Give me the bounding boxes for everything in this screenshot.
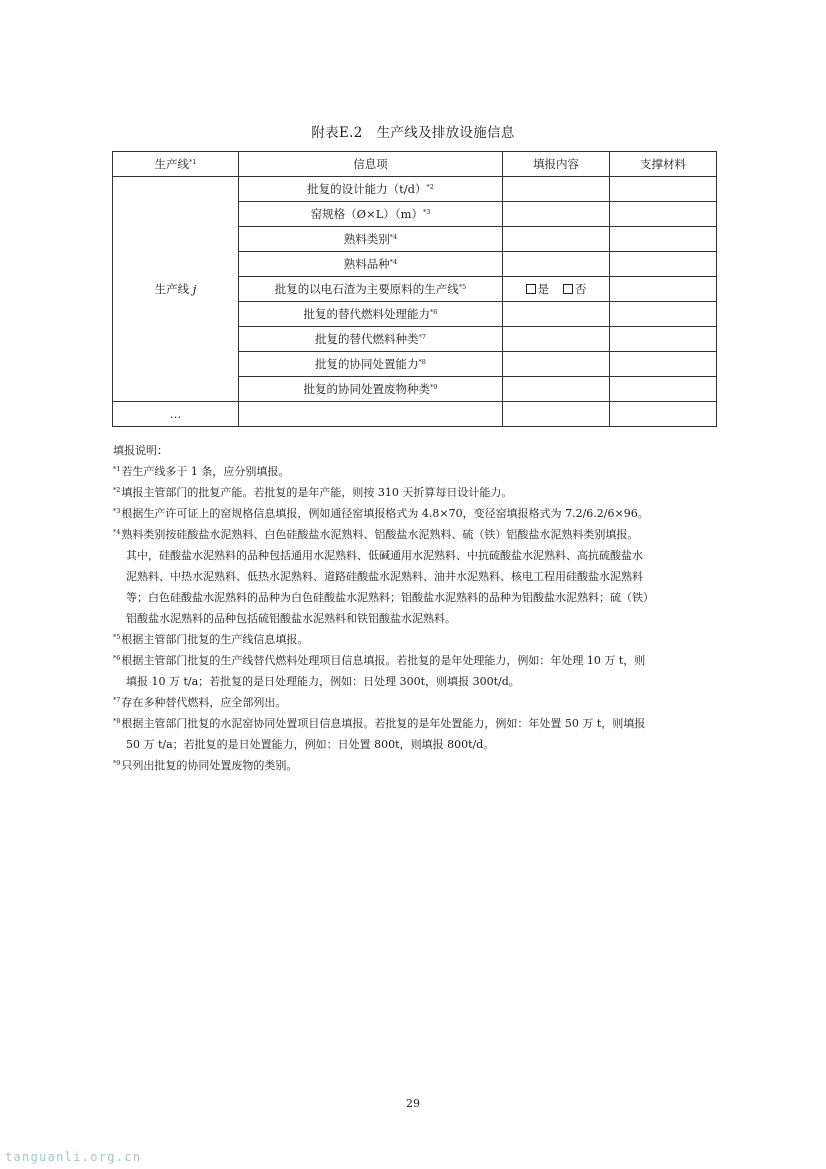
row-label-clinker-category: 熟料类别$^{*4}$ <box>239 227 503 252</box>
fill-cell-co-processing-capacity[interactable] <box>503 352 610 377</box>
production-line-table <box>112 151 717 427</box>
row-label-co-processing-capacity: 批复的协同处置能力$^{*8}$ <box>239 352 503 377</box>
row-label-design-capacity: 批复的设计能力$(t/d)^{*2}$ <box>239 177 503 202</box>
note-line: 泥熟料、中热水泥熟料、低热水泥熟料、道路硅酸盐水泥熟料、油井水泥熟料、核电工程用硅酸盐水泥熟料 <box>126 570 643 583</box>
filling-notes <box>113 440 719 776</box>
material-cell-co-processing-waste-types[interactable] <box>610 377 717 402</box>
note-item <box>113 461 719 482</box>
header-production-line: 生产线$^{*1}$ <box>113 152 239 177</box>
note-line: $^{*2}$填报主管部门的批复产能。若批复的是年产能，则按 310 天折算每日设计能力。 <box>113 486 513 499</box>
note-marker: *5 <box>113 633 121 641</box>
row-label-co-processing-waste-types: 批复的协同处置废物种类$^{*9}$ <box>239 377 503 402</box>
row-label-alt-fuel-capacity: 批复的替代燃料处理能力$^{*6}$ <box>239 302 503 327</box>
header-row <box>113 152 717 177</box>
header-supporting-material: 支撑材料 <box>610 152 717 177</box>
note-marker: *7 <box>113 696 121 704</box>
checkbox-icon <box>526 284 536 294</box>
empty-cell[interactable] <box>239 402 503 427</box>
note-line: $^{*3}$根据生产许可证上的窑规格信息填报，例如通径窑填报格式为 4.8×70，变径窑填报格式为 7.2/6.2/6×96。 <box>113 507 649 520</box>
note-marker: *3 <box>113 507 121 515</box>
empty-cell[interactable] <box>610 402 717 427</box>
note-line: 铝酸盐水泥熟料的品种包括硫铝酸盐水泥熟料和铁铝酸盐水泥熟料。 <box>126 612 456 625</box>
note-line: $^{*1}$若生产线多于 1 条，应分别填报。 <box>113 465 290 478</box>
note-item <box>113 524 719 629</box>
fill-cell-alt-fuel-capacity[interactable] <box>503 302 610 327</box>
material-cell-alt-fuel-capacity[interactable] <box>610 302 717 327</box>
empty-cell[interactable] <box>503 402 610 427</box>
note-list <box>113 461 719 776</box>
watermark: tanguanli.org.cn <box>5 1150 142 1164</box>
notes-heading: 填报说明： <box>113 444 168 457</box>
table-number: 附表E.2 <box>311 125 363 141</box>
note-line: $^{*8}$根据主管部门批复的水泥窑协同处置项目信息填报。若批复的是年处置能力，例如：年处置 50 万 t，则填报 <box>113 717 646 730</box>
production-line-j-cell: 生产线 j <box>113 177 239 402</box>
fill-cell-design-capacity[interactable] <box>503 177 610 202</box>
note-line: $^{*7}$存在多种替代燃料，应全部列出。 <box>113 696 287 709</box>
fill-cell-kiln-spec[interactable] <box>503 202 610 227</box>
material-cell-alt-fuel-types[interactable] <box>610 327 717 352</box>
table-row <box>113 177 717 202</box>
note-item <box>113 692 719 713</box>
material-cell-design-capacity[interactable] <box>610 177 717 202</box>
note-item <box>113 629 719 650</box>
note-line: $^{*6}$根据主管部门批复的生产线替代燃料处理项目信息填报。若批复的是年处理能力，例如：年处理 10 万 t，则 <box>113 654 646 667</box>
note-marker: *6 <box>113 654 121 662</box>
note-item <box>113 503 719 524</box>
note-item <box>113 713 719 755</box>
header-info-item: 信息项 <box>239 152 503 177</box>
row-label-carbide-slag-line: 批复的以电石渣为主要原料的生产线$^{*5}$ <box>239 277 503 302</box>
note-line: 其中，硅酸盐水泥熟料的品种包括通用水泥熟料、低碱通用水泥熟料、中抗硫酸盐水泥熟料、高抗硫酸盐水 <box>126 549 643 562</box>
fill-cell-co-processing-waste-types[interactable] <box>503 377 610 402</box>
material-cell-kiln-spec[interactable] <box>610 202 717 227</box>
material-cell-carbide-slag-line[interactable] <box>610 277 717 302</box>
fill-cell-clinker-variety[interactable] <box>503 252 610 277</box>
no-checkbox[interactable]: 否 <box>563 282 587 296</box>
carbide-slag-checkboxes <box>503 277 610 302</box>
note-marker: *1 <box>113 465 121 473</box>
ellipsis-cell: … <box>113 402 239 427</box>
note-line: 等；白色硅酸盐水泥熟料的品种为白色硅酸盐水泥熟料；铝酸盐水泥熟料的品种为铝酸盐水泥熟料；硫（铁） <box>126 591 654 604</box>
note-line: $^{*4}$熟料类别按硅酸盐水泥熟料、白色硅酸盐水泥熟料、铝酸盐水泥熟料、硫（铁）铝酸盐水泥熟料类别填报。 <box>113 528 639 541</box>
note-line: 填报 10 万 t/a；若批复的是日处理能力，例如：日处理 300t，则填报 300t/d。 <box>126 675 520 688</box>
table-row-ellipsis <box>113 402 717 427</box>
note-marker: *2 <box>113 486 121 494</box>
note-item <box>113 650 719 692</box>
row-label-alt-fuel-types: 批复的替代燃料种类$^{*7}$ <box>239 327 503 352</box>
note-line: $^{*9}$只列出批复的协同处置废物的类别。 <box>113 759 298 772</box>
checkbox-icon <box>563 284 573 294</box>
table-title-text: 生产线及排放设施信息 <box>376 125 515 141</box>
fill-cell-alt-fuel-types[interactable] <box>503 327 610 352</box>
page-number: 29 <box>406 1097 420 1110</box>
note-marker: *9 <box>113 759 121 767</box>
note-item <box>113 482 719 503</box>
material-cell-clinker-category[interactable] <box>610 227 717 252</box>
header-fill-content: 填报内容 <box>503 152 610 177</box>
note-marker: *4 <box>113 528 121 536</box>
note-item <box>113 755 719 776</box>
row-label-kiln-spec: 窑规格$(Ø\times L)(m)^{*3}$ <box>239 202 503 227</box>
material-cell-co-processing-capacity[interactable] <box>610 352 717 377</box>
fill-cell-clinker-category[interactable] <box>503 227 610 252</box>
material-cell-clinker-variety[interactable] <box>610 252 717 277</box>
table-title <box>0 121 826 141</box>
yes-checkbox[interactable]: 是 <box>526 282 550 296</box>
note-marker: *8 <box>113 717 121 725</box>
note-line: $^{*5}$根据主管部门批复的生产线信息填报。 <box>113 633 309 646</box>
note-line: 50 万 t/a；若批复的是日处置能力，例如：日处置 800t，则填报 800t/d。 <box>126 738 495 751</box>
row-label-clinker-variety: 熟料品种$^{*4}$ <box>239 252 503 277</box>
